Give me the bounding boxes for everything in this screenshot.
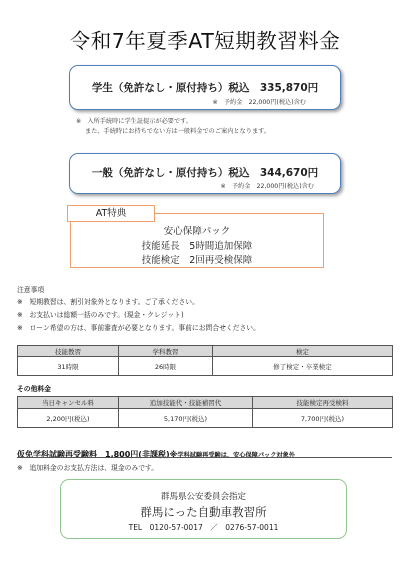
table-header: 技能教習 <box>18 346 119 357</box>
student-id-note: ※ 入所手続時に学生証提示が必要です。 <box>76 118 193 125</box>
general-price-card <box>69 153 341 194</box>
divider <box>17 457 392 458</box>
at-special-retest: 技能検定 2回再受検保障 <box>141 255 253 266</box>
table-header: 検定 <box>213 346 393 357</box>
general-deposit-note: ※ 予約金 22,000円(税込)含む <box>220 183 314 190</box>
school-designation: 群馬県公安委員会指定 <box>160 492 246 502</box>
general-price: 一般（免許なし・原付持ち）税込 344,670円 <box>91 167 319 179</box>
note-item: ※ ローン希望の方は、事前審査が必要となります。事前にお問合せください。 <box>17 324 260 332</box>
student-price: 学生（免許なし・原付持ち）税込 335,870円 <box>91 82 319 94</box>
table-cell: 31時限 <box>18 357 119 376</box>
exam-fee-label: 仮免学科試験再受験料 1,800円(非課税)※ <box>17 450 178 459</box>
table-cell: 修了検定・卒業検定 <box>213 357 393 376</box>
student-deposit-note: ※ 予約金 22,000円(税込)含む <box>212 99 306 106</box>
school-name: 群馬にった自動車教習所 <box>140 505 267 519</box>
table-header: 追加技能代・技能補習代 <box>119 397 253 409</box>
page-title: 令和7年夏季AT短期教習料金 <box>69 29 341 53</box>
student-price-card <box>69 65 341 110</box>
other-fees-table <box>17 396 393 428</box>
note-item: ※ 短期教習は、割引対象外となります。ご了承ください。 <box>17 298 199 306</box>
student-id-note-2: また、手続時にお持ちでない方は一般料金でのご案内となります。 <box>85 128 271 135</box>
school-info-box <box>60 479 347 539</box>
table-cell: 2,200円(税込) <box>18 409 119 428</box>
exam-fee-note: 学科試験再受験は、安心保障パック対象外 <box>177 452 295 459</box>
table-cell: 26時限 <box>119 357 213 376</box>
table-cell: 5,170円(税込) <box>119 409 253 428</box>
lesson-table <box>17 345 393 376</box>
table-header: 当日キャンセル料 <box>18 397 119 409</box>
table-header: 学科教習 <box>119 346 213 357</box>
other-fees-heading: その他料金 <box>17 385 51 393</box>
at-special-pack: 安心保障パック <box>163 226 231 237</box>
table-header: 技能検定再受検料 <box>253 397 393 409</box>
at-special-extension: 技能延長 5時間追加保障 <box>141 241 253 252</box>
exam-fee-line <box>17 442 295 461</box>
table-cell: 7,700円(税込) <box>253 409 393 428</box>
notes-heading: 注意事項 <box>17 286 45 294</box>
school-phone: TEL 0120-57-0017 ／ 0276-57-0011 <box>128 523 279 532</box>
at-special-tab: AT特典 <box>67 205 155 222</box>
note-item: ※ お支払いは総額一括のみです。(現金・クレジット) <box>17 311 184 319</box>
payment-note: ※ 追加料金のお支払方法は、現金のみです。 <box>17 464 159 472</box>
